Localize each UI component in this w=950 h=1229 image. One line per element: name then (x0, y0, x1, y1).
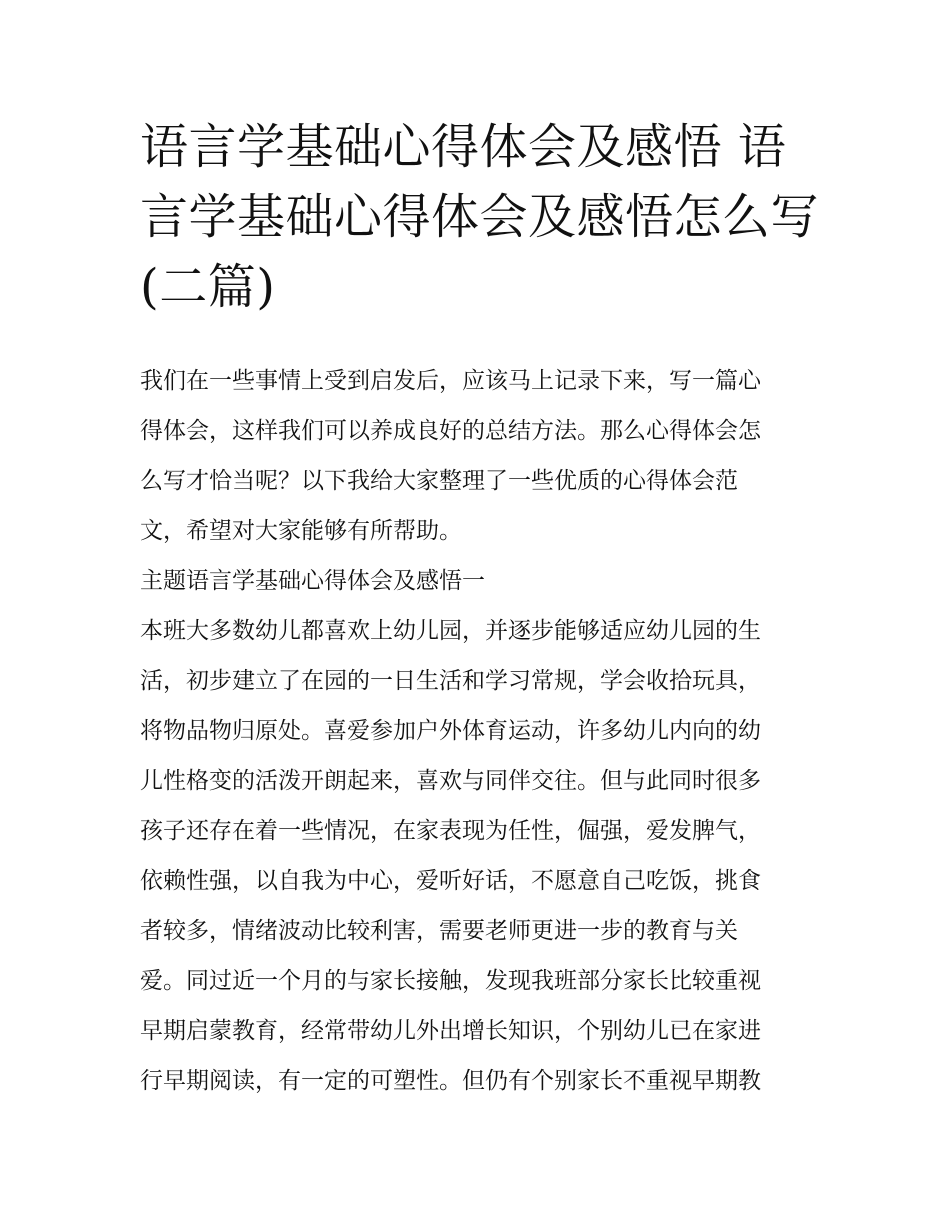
text-line: 活，初步建立了在园的一日生活和学习常规，学会收拾玩具， (140, 668, 761, 694)
text-line: 行早期阅读，有一定的可塑性。但仍有个别家长不重视早期教 (140, 1068, 761, 1094)
text-line: 得体会，这样我们可以养成良好的总结方法。那么心得体会怎 (140, 418, 761, 444)
text-line: 本班大多数幼儿都喜欢上幼儿园，并逐步能够适应幼儿园的生 (140, 618, 761, 644)
text-line: 爱。同过近一个月的与家长接触，发现我班部分家长比较重视 (140, 968, 761, 994)
text-line: 儿性格变的活泼开朗起来，喜欢与同伴交往。但与此同时很多 (140, 768, 761, 794)
body-paragraph (140, 606, 820, 1106)
text-line: 者较多，情绪波动比较利害，需要老师更进一步的教育与关 (140, 918, 738, 944)
text-line: 依赖性强，以自我为中心，爱听好话，不愿意自己吃饭，挑食 (140, 868, 761, 894)
text-line: 孩子还存在着一些情况，在家表现为任性，倔强，爱发脾气， (140, 818, 761, 844)
document-title: 语言学基础心得体会及感悟 语言学基础心得体会及感悟怎么写(二篇) (140, 119, 820, 315)
text-line: 文，希望对大家能够有所帮助。 (140, 518, 462, 544)
text-line: 将物品物归原处。喜爱参加户外体育运动，许多幼儿内向的幼 (140, 718, 761, 744)
intro-paragraph (140, 356, 820, 556)
document-body (140, 356, 820, 1106)
section-heading: 主题语言学基础心得体会及感悟一 (140, 568, 485, 594)
text-line: 我们在一些事情上受到启发后，应该马上记录下来，写一篇心 (140, 368, 761, 394)
text-line: 么写才恰当呢？以下我给大家整理了一些优质的心得体会范 (140, 468, 738, 494)
text-line: 早期启蒙教育，经常带幼儿外出增长知识，个别幼儿已在家进 (140, 1018, 761, 1044)
